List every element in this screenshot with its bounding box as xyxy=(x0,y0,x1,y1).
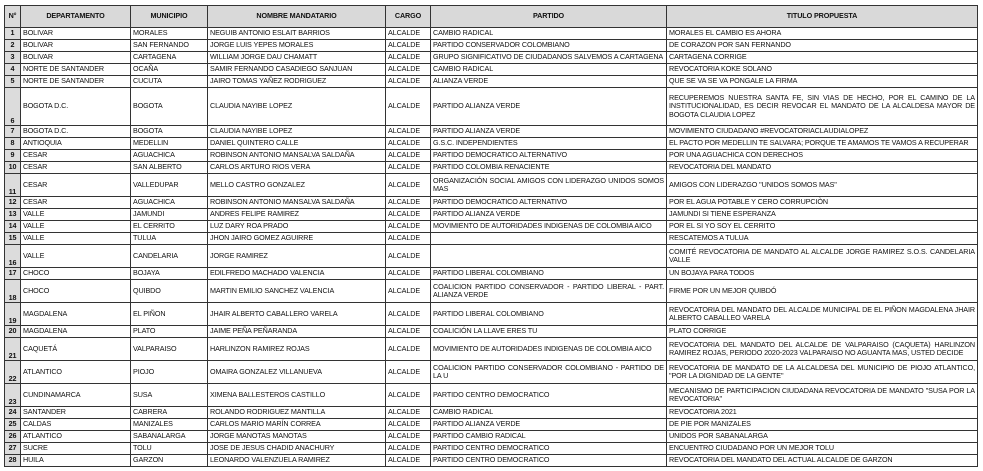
cell-titulo-propuesta: REVOCATORIA DEL MANDATO DEL ALCALDE MUNICIPAL DE EL PIÑON MAGDALENA JHAIR ALBERTO CABALLEO VARELA xyxy=(667,303,978,326)
row-number: 21 xyxy=(5,338,21,361)
cell-titulo-propuesta: POR EL SI YO SOY EL CERRITO xyxy=(667,221,978,233)
cell-titulo-propuesta: REVOCATORIA DE MANDATO DE LA ALCALDESA DEL MUNICIPIO DE PIOJO ATLANTICO, "POR LA DIGNIDAD DE LA GENTE" xyxy=(667,361,978,384)
cell-cargo: ALCALDE xyxy=(386,233,431,245)
cell-cargo: ALCALDE xyxy=(386,40,431,52)
cell-cargo: ALCALDE xyxy=(386,361,431,384)
cell-partido: CAMBIO RADICAL xyxy=(431,28,667,40)
cell-partido: ORGANIZACIÓN SOCIAL AMIGOS CON LIDERAZGO UNIDOS SOMOS MAS xyxy=(431,174,667,197)
row-number: 9 xyxy=(5,150,21,162)
cell-nombre-mandatario: DANIEL QUINTERO CALLE xyxy=(208,138,386,150)
cell-titulo-propuesta: POR EL AGUA POTABLE Y CERO CORRUPCIÒN xyxy=(667,197,978,209)
cell-nombre-mandatario: JOSE DE JESUS CHADID ANACHURY xyxy=(208,443,386,455)
cell-partido: PARTIDO LIBERAL COLOMBIANO xyxy=(431,303,667,326)
cell-nombre-mandatario: ROBINSON ANTONIO MANSALVA SALDAÑA xyxy=(208,150,386,162)
row-number: 27 xyxy=(5,443,21,455)
cell-cargo: ALCALDE xyxy=(386,126,431,138)
table-row xyxy=(5,303,978,326)
cell-departamento: CALDAS xyxy=(21,419,131,431)
cell-partido: COALICION PARTIDO CONSERVADOR - PARTIDO LIBERAL - PART. ALIANZA VERDE xyxy=(431,280,667,303)
cell-partido: PARTIDO CENTRO DEMOCRATICO xyxy=(431,455,667,467)
cell-titulo-propuesta: CARTAGENA CORRIGE xyxy=(667,52,978,64)
cell-cargo: ALCALDE xyxy=(386,419,431,431)
cell-cargo: ALCALDE xyxy=(386,150,431,162)
cell-titulo-propuesta: AMIGOS CON LIDERAZGO "UNIDOS SOMOS MAS" xyxy=(667,174,978,197)
row-number: 4 xyxy=(5,64,21,76)
cell-partido: PARTIDO CAMBIO RADICAL xyxy=(431,431,667,443)
cell-partido: PARTIDO CENTRO DEMOCRATICO xyxy=(431,443,667,455)
cell-nombre-mandatario: OMAIRA GONZALEZ VILLANUEVA xyxy=(208,361,386,384)
cell-municipio: QUIBDO xyxy=(131,280,208,303)
cell-cargo: ALCALDE xyxy=(386,455,431,467)
cell-municipio: VALLEDUPAR xyxy=(131,174,208,197)
cell-cargo: ALCALDE xyxy=(386,76,431,88)
cell-titulo-propuesta: POR UNA AGUACHICA CON DERECHOS xyxy=(667,150,978,162)
row-number: 24 xyxy=(5,407,21,419)
cell-municipio: AGUACHICA xyxy=(131,197,208,209)
cell-departamento: MAGDALENA xyxy=(21,326,131,338)
row-number: 12 xyxy=(5,197,21,209)
cell-departamento: BOLIVAR xyxy=(21,52,131,64)
table-row xyxy=(5,419,978,431)
row-number: 20 xyxy=(5,326,21,338)
header-titulo-propuesta: TITULO PROPUESTA xyxy=(667,6,978,28)
cell-partido: PARTIDO ALIANZA VERDE xyxy=(431,88,667,126)
row-number: 25 xyxy=(5,419,21,431)
cell-nombre-mandatario: JAIRO TOMAS YAÑEZ RODRIGUEZ xyxy=(208,76,386,88)
cell-departamento: NORTE DE SANTANDER xyxy=(21,64,131,76)
table-row xyxy=(5,76,978,88)
table-row xyxy=(5,431,978,443)
cell-titulo-propuesta: MECANISMO DE PARTICIPACION CIUDADANA REVOCATORIA DE MANDATO "SUSA POR LA REVOCATORIA" xyxy=(667,384,978,407)
cell-partido: PARTIDO CENTRO DEMOCRATICO xyxy=(431,384,667,407)
table-row xyxy=(5,455,978,467)
cell-partido: PARTIDO CONSERVADOR COLOMBIANO xyxy=(431,40,667,52)
cell-nombre-mandatario: CARLOS ARTURO RIOS VERA xyxy=(208,162,386,174)
table-row xyxy=(5,233,978,245)
cell-partido: CAMBIO RADICAL xyxy=(431,64,667,76)
cell-departamento: SANTANDER xyxy=(21,407,131,419)
cell-titulo-propuesta: RECUPEREMOS NUESTRA SANTA FE, SIN VIAS DE HECHO, POR EL CAMINO DE LA INSTITUCIONALIDAD, ES DECIR REVOCAR EL MANDATO DE LA ALCALDESA MAYOR DE BOGOTA CLAUDIA LOPEZ xyxy=(667,88,978,126)
cell-titulo-propuesta: FIRME POR UN MEJOR QUIBDÓ xyxy=(667,280,978,303)
cell-municipio: MORALES xyxy=(131,28,208,40)
cell-titulo-propuesta: REVOCATORIA KOKE SOLANO xyxy=(667,64,978,76)
header-number: N° xyxy=(5,6,21,28)
cell-titulo-propuesta: ENCUENTRO CIUDADANO POR UN MEJOR TOLU xyxy=(667,443,978,455)
row-number: 23 xyxy=(5,384,21,407)
cell-cargo: ALCALDE xyxy=(386,209,431,221)
cell-municipio: SAN ALBERTO xyxy=(131,162,208,174)
table-row xyxy=(5,138,978,150)
cell-cargo: ALCALDE xyxy=(386,303,431,326)
cell-departamento: VALLE xyxy=(21,221,131,233)
table-row xyxy=(5,338,978,361)
cell-departamento: CUNDINAMARCA xyxy=(21,384,131,407)
cell-cargo: ALCALDE xyxy=(386,384,431,407)
cell-cargo: ALCALDE xyxy=(386,52,431,64)
cell-cargo: ALCALDE xyxy=(386,268,431,280)
cell-municipio: BOGOTA xyxy=(131,88,208,126)
cell-departamento: VALLE xyxy=(21,233,131,245)
cell-titulo-propuesta: REVOCATORIA DEL MANDATO xyxy=(667,162,978,174)
cell-nombre-mandatario: JAIME PEÑA PEÑARANDA xyxy=(208,326,386,338)
table-row xyxy=(5,126,978,138)
cell-nombre-mandatario: CARLOS MARIO MARÍN CORREA xyxy=(208,419,386,431)
row-number: 7 xyxy=(5,126,21,138)
cell-cargo: ALCALDE xyxy=(386,162,431,174)
cell-titulo-propuesta: MOVIMIENTO CIUDADANO #REVOCATORIACLAUDIALOPEZ xyxy=(667,126,978,138)
cell-nombre-mandatario: ROLANDO RODRIGUEZ MANTILLA xyxy=(208,407,386,419)
cell-titulo-propuesta: RESCATEMOS A TULUA xyxy=(667,233,978,245)
cell-cargo: ALCALDE xyxy=(386,64,431,76)
cell-municipio: CANDELARIA xyxy=(131,245,208,268)
cell-nombre-mandatario: JORGE LUIS YEPES MORALES xyxy=(208,40,386,52)
cell-partido: PARTIDO LIBERAL COLOMBIANO xyxy=(431,268,667,280)
row-number: 11 xyxy=(5,174,21,197)
cell-municipio: CUCUTA xyxy=(131,76,208,88)
revocatoria-table xyxy=(4,5,978,467)
cell-municipio: CARTAGENA xyxy=(131,52,208,64)
cell-departamento: BOLIVAR xyxy=(21,28,131,40)
cell-municipio: CABRERA xyxy=(131,407,208,419)
cell-departamento: ANTIOQUIA xyxy=(21,138,131,150)
cell-nombre-mandatario: CLAUDIA NAYIBE LOPEZ xyxy=(208,88,386,126)
cell-nombre-mandatario: LEONARDO VALENZUELA RAMIREZ xyxy=(208,455,386,467)
cell-partido: CAMBIO RADICAL xyxy=(431,407,667,419)
cell-nombre-mandatario: JHAIR ALBERTO CABALLERO VARELA xyxy=(208,303,386,326)
cell-titulo-propuesta: UN BOJAYA PARA TODOS xyxy=(667,268,978,280)
cell-departamento: HUILA xyxy=(21,455,131,467)
cell-departamento: SUCRE xyxy=(21,443,131,455)
row-number: 13 xyxy=(5,209,21,221)
cell-cargo: ALCALDE xyxy=(386,88,431,126)
cell-nombre-mandatario: XIMENA BALLESTEROS CASTILLO xyxy=(208,384,386,407)
cell-titulo-propuesta: QUE SE VA SE VA PONGALE LA FIRMA xyxy=(667,76,978,88)
cell-nombre-mandatario: WILLIAM JORGE DAU CHAMATT xyxy=(208,52,386,64)
table-row xyxy=(5,268,978,280)
cell-partido: PARTIDO ALIANZA VERDE xyxy=(431,419,667,431)
cell-nombre-mandatario: MARTIN EMILIO SANCHEZ VALENCIA xyxy=(208,280,386,303)
cell-nombre-mandatario: ANDRES FELIPE RAMIREZ xyxy=(208,209,386,221)
cell-titulo-propuesta: DE CORAZON POR SAN FERNANDO xyxy=(667,40,978,52)
row-number: 2 xyxy=(5,40,21,52)
cell-municipio: MANIZALES xyxy=(131,419,208,431)
cell-nombre-mandatario: CLAUDIA NAYIBE LOPEZ xyxy=(208,126,386,138)
row-number: 1 xyxy=(5,28,21,40)
table-row xyxy=(5,88,978,126)
cell-partido: G.S.C. INDEPENDIENTES xyxy=(431,138,667,150)
cell-partido: COALICION PARTIDO CONSERVADOR COLOMBIANO - PARTIDO DE LA U xyxy=(431,361,667,384)
cell-nombre-mandatario: HARLINZON RAMIREZ ROJAS xyxy=(208,338,386,361)
cell-cargo: ALCALDE xyxy=(386,431,431,443)
cell-partido: ALIANZA VERDE xyxy=(431,76,667,88)
cell-departamento: BOGOTA D.C. xyxy=(21,88,131,126)
header-departamento: DEPARTAMENTO xyxy=(21,6,131,28)
table-row xyxy=(5,52,978,64)
cell-partido: PARTIDO COLOMBIA RENACIENTE xyxy=(431,162,667,174)
cell-departamento: BOGOTA D.C. xyxy=(21,126,131,138)
cell-departamento: VALLE xyxy=(21,245,131,268)
row-number: 19 xyxy=(5,303,21,326)
cell-nombre-mandatario: MELLO CASTRO GONZALEZ xyxy=(208,174,386,197)
cell-nombre-mandatario: ROBINSON ANTONIO MANSALVA SALDAÑA xyxy=(208,197,386,209)
cell-municipio: AGUACHICA xyxy=(131,150,208,162)
cell-departamento: ATLANTICO xyxy=(21,361,131,384)
row-number: 5 xyxy=(5,76,21,88)
cell-nombre-mandatario: LUZ DARY ROA PRADO xyxy=(208,221,386,233)
table-row xyxy=(5,443,978,455)
header-nombre-mandatario: NOMBRE MANDATARIO xyxy=(208,6,386,28)
cell-departamento: CESAR xyxy=(21,174,131,197)
cell-municipio: MEDELLIN xyxy=(131,138,208,150)
cell-departamento: CESAR xyxy=(21,150,131,162)
cell-departamento: VALLE xyxy=(21,209,131,221)
cell-municipio: EL CERRITO xyxy=(131,221,208,233)
cell-titulo-propuesta: JAMUNDI SI TIENE ESPERANZA xyxy=(667,209,978,221)
cell-titulo-propuesta: REVOCATORIA DEL MANDATO DEL ALCALDE DE VALPARAISO (CAQUETA) HARLINZON RAMIREZ ROJAS, PERIODO 2020-2023 VALPARAISO NO AGUANTA MAS, USTED DECIDE xyxy=(667,338,978,361)
cell-municipio: PLATO xyxy=(131,326,208,338)
table-row xyxy=(5,40,978,52)
table-row xyxy=(5,150,978,162)
cell-partido: PARTIDO DEMOCRATICO ALTERNATIVO xyxy=(431,197,667,209)
cell-departamento: CHOCO xyxy=(21,268,131,280)
row-number: 22 xyxy=(5,361,21,384)
row-number: 16 xyxy=(5,245,21,268)
cell-partido xyxy=(431,233,667,245)
cell-nombre-mandatario: EDILFREDO MACHADO VALENCIA xyxy=(208,268,386,280)
cell-titulo-propuesta: MORALES EL CAMBIO ES AHORA xyxy=(667,28,978,40)
table-row xyxy=(5,209,978,221)
row-number: 6 xyxy=(5,88,21,126)
cell-cargo: ALCALDE xyxy=(386,221,431,233)
cell-partido: PARTIDO ALIANZA VERDE xyxy=(431,126,667,138)
cell-nombre-mandatario: JORGE MANOTAS MANOTAS xyxy=(208,431,386,443)
cell-departamento: CAQUETÁ xyxy=(21,338,131,361)
cell-municipio: TULUA xyxy=(131,233,208,245)
cell-municipio: PIOJO xyxy=(131,361,208,384)
cell-municipio: OCAÑA xyxy=(131,64,208,76)
cell-municipio: JAMUNDI xyxy=(131,209,208,221)
cell-municipio: SAN FERNANDO xyxy=(131,40,208,52)
table-row xyxy=(5,361,978,384)
cell-cargo: ALCALDE xyxy=(386,407,431,419)
cell-partido xyxy=(431,245,667,268)
cell-municipio: SUSA xyxy=(131,384,208,407)
cell-partido: PARTIDO ALIANZA VERDE xyxy=(431,209,667,221)
cell-departamento: ATLANTICO xyxy=(21,431,131,443)
table-row xyxy=(5,280,978,303)
cell-titulo-propuesta: COMITÉ REVOCATORIA DE MANDATO AL ALCALDE JORGE RAMIREZ S.O.S. CANDELARIA VALLE xyxy=(667,245,978,268)
cell-titulo-propuesta: EL PACTO POR MEDELLIN TE SALVARA; PORQUE TE AMAMOS TE VAMOS A RECUPERAR xyxy=(667,138,978,150)
cell-departamento: CESAR xyxy=(21,162,131,174)
table-row xyxy=(5,197,978,209)
cell-departamento: MAGDALENA xyxy=(21,303,131,326)
cell-municipio: BOGOTA xyxy=(131,126,208,138)
cell-nombre-mandatario: SAMIR FERNANDO CASADIEGO SANJUAN xyxy=(208,64,386,76)
cell-cargo: ALCALDE xyxy=(386,326,431,338)
cell-nombre-mandatario: JHON JAIRO GOMEZ AGUIRRE xyxy=(208,233,386,245)
cell-cargo: ALCALDE xyxy=(386,197,431,209)
row-number: 17 xyxy=(5,268,21,280)
header-partido: PARTIDO xyxy=(431,6,667,28)
cell-titulo-propuesta: DE PIE POR MANIZALES xyxy=(667,419,978,431)
table-row xyxy=(5,162,978,174)
cell-cargo: ALCALDE xyxy=(386,138,431,150)
cell-cargo: ALCALDE xyxy=(386,443,431,455)
table-row xyxy=(5,384,978,407)
table-row xyxy=(5,326,978,338)
cell-titulo-propuesta: UNIDOS POR SABANALARGA xyxy=(667,431,978,443)
cell-partido: MOVIMIENTO DE AUTORIDADES INDIGENAS DE COLOMBIA AICO xyxy=(431,338,667,361)
row-number: 18 xyxy=(5,280,21,303)
row-number: 10 xyxy=(5,162,21,174)
cell-municipio: BOJAYA xyxy=(131,268,208,280)
cell-cargo: ALCALDE xyxy=(386,280,431,303)
table-row xyxy=(5,245,978,268)
cell-partido: PARTIDO DEMOCRATICO ALTERNATIVO xyxy=(431,150,667,162)
cell-partido: COALICIÓN LA LLAVE ERES TU xyxy=(431,326,667,338)
cell-partido: GRUPO SIGNIFICATIVO DE CIUDADANOS SALVEMOS A CARTAGENA xyxy=(431,52,667,64)
cell-titulo-propuesta: PLATO CORRIGE xyxy=(667,326,978,338)
cell-departamento: CHOCO xyxy=(21,280,131,303)
header-row xyxy=(5,6,978,28)
cell-cargo: ALCALDE xyxy=(386,174,431,197)
cell-municipio: VALPARAISO xyxy=(131,338,208,361)
row-number: 3 xyxy=(5,52,21,64)
table-row xyxy=(5,407,978,419)
row-number: 8 xyxy=(5,138,21,150)
cell-titulo-propuesta: REVOCATORIA 2021 xyxy=(667,407,978,419)
cell-departamento: NORTE DE SANTANDER xyxy=(21,76,131,88)
cell-nombre-mandatario: JORGE RAMIREZ xyxy=(208,245,386,268)
table-row xyxy=(5,221,978,233)
cell-titulo-propuesta: REVOCATORIA DEL MANDATO DEL ACTUAL ALCALDE DE GARZON xyxy=(667,455,978,467)
cell-municipio: TOLU xyxy=(131,443,208,455)
cell-departamento: BOLIVAR xyxy=(21,40,131,52)
cell-nombre-mandatario: NEGUIB ANTONIO ESLAIT BARRIOS xyxy=(208,28,386,40)
header-municipio: MUNICIPIO xyxy=(131,6,208,28)
cell-municipio: SABANALARGA xyxy=(131,431,208,443)
cell-municipio: GARZON xyxy=(131,455,208,467)
table-row xyxy=(5,28,978,40)
cell-cargo: ALCALDE xyxy=(386,28,431,40)
table-row xyxy=(5,174,978,197)
cell-departamento: CESAR xyxy=(21,197,131,209)
row-number: 26 xyxy=(5,431,21,443)
row-number: 14 xyxy=(5,221,21,233)
cell-municipio: EL PIÑON xyxy=(131,303,208,326)
row-number: 28 xyxy=(5,455,21,467)
row-number: 15 xyxy=(5,233,21,245)
cell-cargo: ALCALDE xyxy=(386,338,431,361)
header-cargo: CARGO xyxy=(386,6,431,28)
cell-cargo: ALCALDE xyxy=(386,245,431,268)
table-row xyxy=(5,64,978,76)
cell-partido: MOVIMIENTO DE AUTORIDADES INDIGENAS DE COLOMBIA AICO xyxy=(431,221,667,233)
